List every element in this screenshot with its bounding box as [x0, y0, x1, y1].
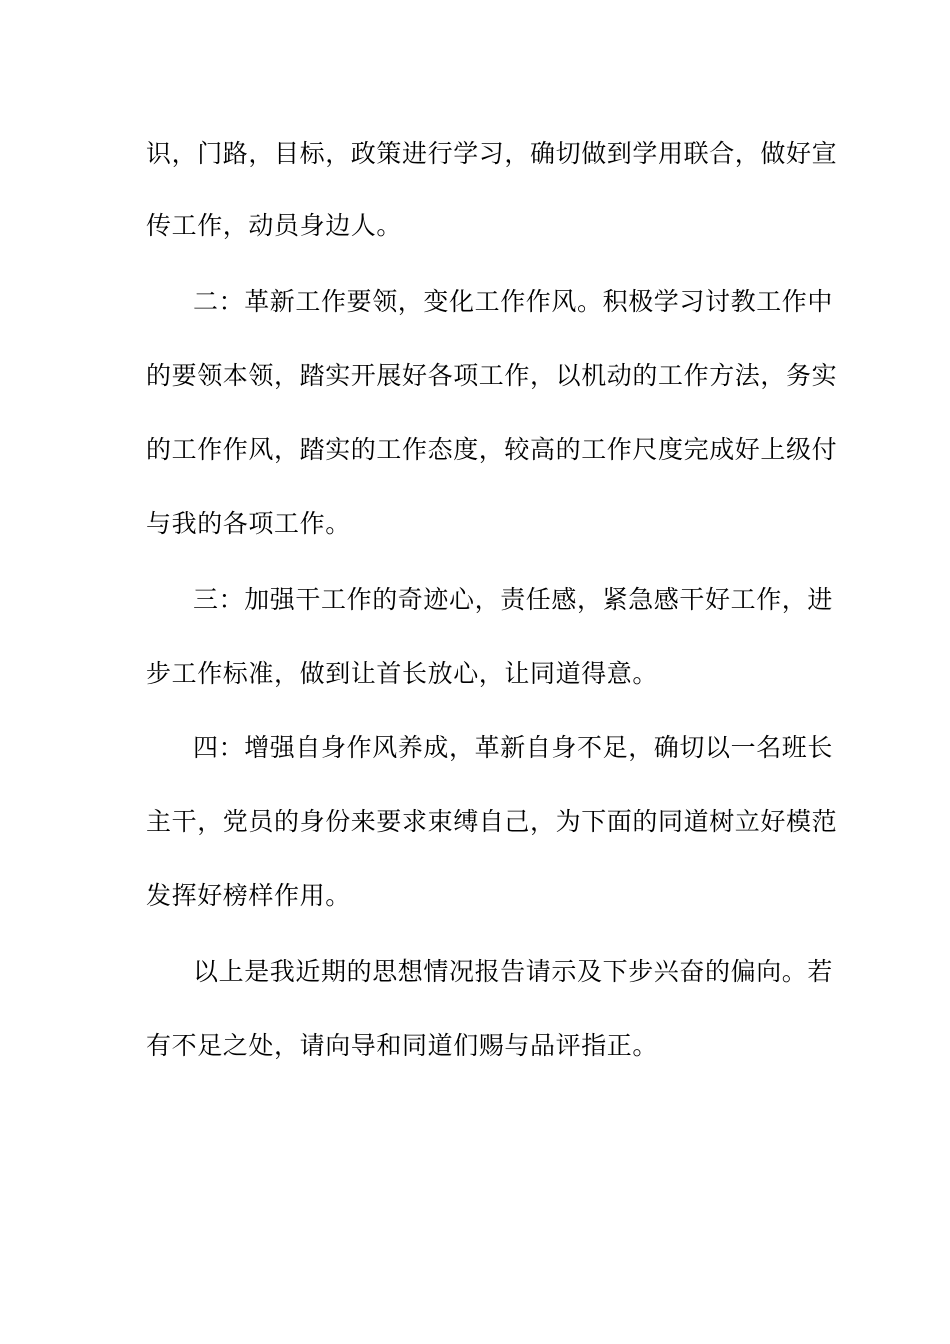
paragraph-3-line-2: 步工作标准，做到让首长放心，让同道得意。 — [146, 659, 659, 688]
paragraph-4-line-2: 主干，党员的身份来要求束缚自己，为下面的同道树立好模范 — [146, 807, 838, 836]
paragraph-2-line-3: 的工作作风，踏实的工作态度，较高的工作尺度完成好上级付 — [146, 435, 838, 464]
paragraph-2-line-1: 二：革新工作要领，变化工作作风。积极学习讨教工作中 — [193, 287, 834, 316]
paragraph-2-line-4: 与我的各项工作。 — [146, 509, 351, 538]
paragraph-2-line-2: 的要领本领，踏实开展好各项工作，以机动的工作方法，务实 — [146, 361, 838, 390]
paragraph-1-line-1: 识，门路，目标，政策进行学习，确切做到学用联合，做好宣 — [146, 139, 838, 168]
paragraph-3-line-1: 三：加强干工作的奇迹心，责任感，紧急感干好工作，进 — [193, 585, 834, 614]
paragraph-5-line-1: 以上是我近期的思想情况报告请示及下步兴奋的偏向。若 — [193, 957, 834, 986]
paragraph-1-line-2: 传工作，动员身边人。 — [146, 211, 403, 240]
paragraph-4-line-3: 发挥好榜样作用。 — [146, 881, 351, 910]
paragraph-4-line-1: 四：增强自身作风养成，革新自身不足，确切以一名班长 — [193, 733, 834, 762]
paragraph-5-line-2: 有不足之处，请向导和同道们赐与品评指正。 — [146, 1031, 659, 1060]
